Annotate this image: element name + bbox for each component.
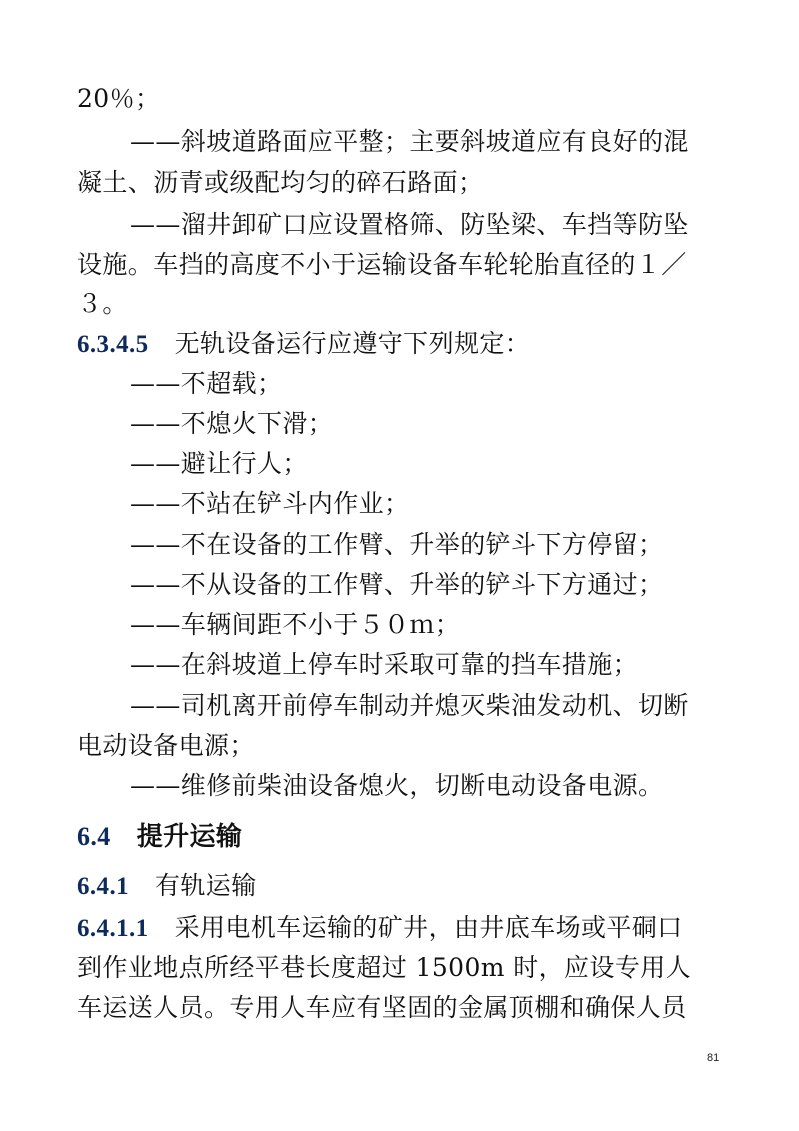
list-item: ——在斜坡道上停车时采取可靠的挡车措施；: [130, 650, 639, 679]
clause-text: 无轨设备运行应遵守下列规定：: [174, 329, 531, 358]
list-item: ——溜井卸矿口应设置格筛、防坠梁、车挡等防坠: [130, 210, 689, 239]
section-heading: [77, 819, 242, 855]
clause-number: 6.3.4.5: [77, 331, 149, 358]
list-item: ——避让行人；: [130, 449, 308, 478]
list-item: ——不从设备的工作臂、升举的铲斗下方通过；: [130, 570, 664, 599]
section-title: 提升运输: [136, 822, 243, 852]
list-item: ——不在设备的工作臂、升举的铲斗下方停留；: [130, 530, 664, 559]
text-line: 凝土、沥青或级配均匀的碎石路面；: [77, 168, 484, 197]
clause-number: 6.4.1: [77, 873, 129, 900]
list-item: ——不站在铲斗内作业；: [130, 489, 410, 518]
clause-6-4-1: [77, 868, 257, 905]
list-item: ——车辆间距不小于５０ｍ；: [130, 610, 461, 639]
text-line: 到作业地点所经平巷长度超过 1500m 时，应设专用人: [77, 953, 692, 982]
clause-6-3-4-5: [77, 326, 530, 363]
text-line: 车运送人员。专用人车应有坚固的金属顶棚和确保人员: [77, 993, 687, 1022]
list-item: ——司机离开前停车制动并熄灭柴油发动机、切断: [130, 691, 689, 720]
text-line: ３。: [77, 289, 128, 318]
page-number: 81: [707, 1052, 720, 1064]
text-line: 设施。车挡的高度不小于运输设备车轮轮胎直径的１／: [77, 250, 687, 279]
list-item: ——不超载；: [130, 369, 283, 398]
clause-text: 有轨运输: [155, 871, 257, 900]
clause-6-4-1-1: [77, 910, 683, 947]
list-item: ——不熄火下滑；: [130, 409, 334, 438]
list-item: ——维修前柴油设备熄火，切断电动设备电源。: [130, 771, 664, 800]
text-line: 电动设备电源；: [77, 731, 255, 760]
clause-number: 6.4.1.1: [77, 915, 149, 942]
text-line: 20％；: [77, 84, 161, 113]
section-number: 6.4: [77, 822, 111, 851]
list-item: ——斜坡道路面应平整；主要斜坡道应有良好的混: [130, 127, 689, 156]
clause-text: 采用电机车运输的矿井，由井底车场或平硐口: [174, 913, 683, 942]
